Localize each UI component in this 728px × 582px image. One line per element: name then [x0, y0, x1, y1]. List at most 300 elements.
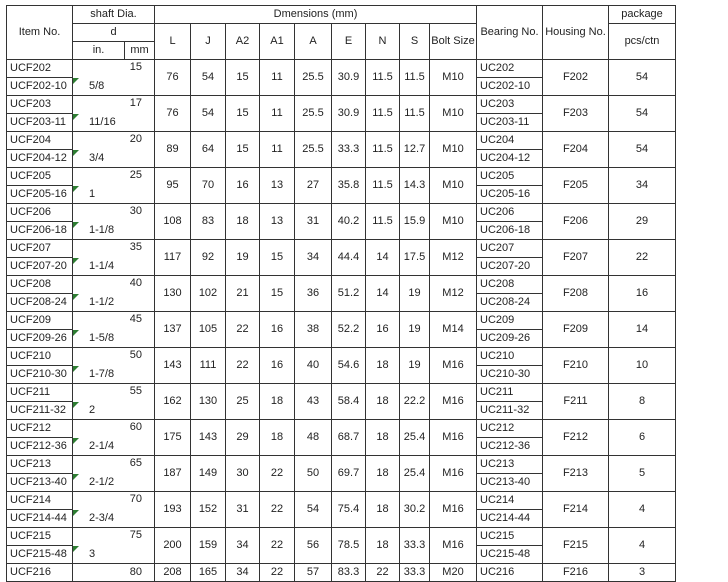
pcs-ctn-cell: 3 [609, 564, 676, 582]
housing-no-cell: F203 [543, 96, 609, 132]
dim-a1-cell: 15 [260, 240, 295, 276]
dim-a-cell: 48 [295, 420, 332, 456]
shaft-inch-cell [73, 150, 125, 168]
dim-bolt-size-cell: M12 [430, 276, 477, 312]
header-housing-no: Housing No. [543, 6, 609, 60]
shaft-mm-value: 60 [129, 421, 142, 433]
bearing-no-cell: UC204-12 [477, 150, 543, 168]
bearing-no-cell: UC206 [477, 204, 543, 222]
dim-bolt-size-cell: M16 [430, 384, 477, 420]
table-row [7, 204, 676, 222]
dim-e-cell: 68.7 [332, 420, 366, 456]
dim-l-cell: 187 [155, 456, 191, 492]
dim-n-cell: 18 [366, 528, 400, 564]
dim-s-cell: 22.2 [400, 384, 430, 420]
shaft-mm-cell [125, 312, 155, 348]
dim-n-cell: 18 [366, 456, 400, 492]
dim-e-cell: 35.8 [332, 168, 366, 204]
dim-bolt-size-cell: M16 [430, 420, 477, 456]
shaft-inch-value: 11/16 [89, 115, 116, 128]
shaft-mm-value: 30 [129, 205, 142, 217]
dim-l-cell: 89 [155, 132, 191, 168]
dim-n-cell: 18 [366, 420, 400, 456]
table-body [7, 60, 676, 582]
dim-j-cell: 54 [191, 60, 226, 96]
cell-marker-icon [73, 402, 79, 408]
dim-a2-cell: 15 [226, 60, 260, 96]
dim-j-cell: 143 [191, 420, 226, 456]
cell-marker-icon [73, 258, 79, 264]
dim-e-cell: 54.6 [332, 348, 366, 384]
table-row [7, 456, 676, 474]
shaft-inch-cell [73, 114, 125, 132]
shaft-inch-cell [73, 330, 125, 348]
shaft-inch-cell [73, 96, 125, 114]
dim-l-cell: 193 [155, 492, 191, 528]
bearing-no-cell: UC208 [477, 276, 543, 294]
shaft-inch-cell [73, 528, 125, 546]
cell-marker-icon [73, 546, 79, 552]
shaft-inch-cell [73, 510, 125, 528]
shaft-mm-cell [125, 276, 155, 312]
shaft-inch-cell [73, 258, 125, 276]
dim-bolt-size-cell: M10 [430, 132, 477, 168]
header-item-no: Item No. [7, 6, 73, 60]
header-col-l: L [155, 24, 191, 60]
item-no-cell: UCF210 [7, 348, 73, 366]
shaft-inch-cell [73, 168, 125, 186]
dim-a-cell: 56 [295, 528, 332, 564]
dim-l-cell: 108 [155, 204, 191, 240]
housing-no-cell: F206 [543, 204, 609, 240]
dim-n-cell: 14 [366, 276, 400, 312]
table-row [7, 528, 676, 546]
shaft-mm-value: 17 [129, 97, 142, 109]
header-shaft-d: d [73, 24, 155, 42]
shaft-inch-cell [73, 384, 125, 402]
shaft-inch-cell [73, 474, 125, 492]
dim-j-cell: 111 [191, 348, 226, 384]
bearing-no-cell: UC202-10 [477, 78, 543, 96]
pcs-ctn-cell: 54 [609, 60, 676, 96]
shaft-inch-cell [73, 546, 125, 564]
bearing-no-cell: UC209-26 [477, 330, 543, 348]
dim-a-cell: 54 [295, 492, 332, 528]
dim-a2-cell: 30 [226, 456, 260, 492]
dim-j-cell: 152 [191, 492, 226, 528]
dim-a-cell: 31 [295, 204, 332, 240]
item-no-cell: UCF209-26 [7, 330, 73, 348]
dim-a1-cell: 16 [260, 348, 295, 384]
dim-s-cell: 19 [400, 348, 430, 384]
dim-j-cell: 102 [191, 276, 226, 312]
header-col-s: S [400, 24, 430, 60]
dim-s-cell: 30.2 [400, 492, 430, 528]
shaft-inch-cell [73, 240, 125, 258]
shaft-mm-cell [125, 492, 155, 528]
shaft-mm-cell: 80 [125, 564, 155, 582]
pcs-ctn-cell: 6 [609, 420, 676, 456]
housing-no-cell: F214 [543, 492, 609, 528]
table-row [7, 276, 676, 294]
dim-bolt-size-cell: M16 [430, 456, 477, 492]
dim-n-cell: 22 [366, 564, 400, 582]
dim-bolt-size-cell: M16 [430, 528, 477, 564]
cell-marker-icon [73, 510, 79, 516]
dim-j-cell: 165 [191, 564, 226, 582]
dim-a2-cell: 18 [226, 204, 260, 240]
header-col-e: E [332, 24, 366, 60]
item-no-cell: UCF212-36 [7, 438, 73, 456]
bearing-no-cell: UC204 [477, 132, 543, 150]
dim-a-cell: 43 [295, 384, 332, 420]
dim-j-cell: 105 [191, 312, 226, 348]
header-mm: mm [125, 42, 155, 60]
shaft-mm-cell [125, 132, 155, 168]
bearing-no-cell: UC206-18 [477, 222, 543, 240]
table-row [7, 60, 676, 78]
dim-a2-cell: 22 [226, 312, 260, 348]
dim-l-cell: 76 [155, 96, 191, 132]
dim-a2-cell: 15 [226, 96, 260, 132]
dim-n-cell: 11.5 [366, 60, 400, 96]
dim-e-cell: 83.3 [332, 564, 366, 582]
header-pcs-ctn: pcs/ctn [609, 24, 676, 60]
cell-marker-icon [73, 150, 79, 156]
bearing-no-cell: UC215 [477, 528, 543, 546]
table-row [7, 348, 676, 366]
shaft-mm-value: 75 [129, 529, 142, 541]
shaft-inch-cell [73, 564, 125, 582]
shaft-inch-cell [73, 348, 125, 366]
dim-e-cell: 40.2 [332, 204, 366, 240]
item-no-cell: UCF214 [7, 492, 73, 510]
dim-n-cell: 16 [366, 312, 400, 348]
dim-j-cell: 130 [191, 384, 226, 420]
table-row [7, 96, 676, 114]
dim-j-cell: 159 [191, 528, 226, 564]
item-no-cell: UCF215-48 [7, 546, 73, 564]
dim-a1-cell: 15 [260, 276, 295, 312]
item-no-cell: UCF203 [7, 96, 73, 114]
item-no-cell: UCF212 [7, 420, 73, 438]
dim-a2-cell: 21 [226, 276, 260, 312]
header-shaft-dia: shaft Dia. [73, 6, 155, 24]
item-no-cell: UCF205-16 [7, 186, 73, 204]
shaft-inch-cell [73, 186, 125, 204]
header-col-a2: A2 [226, 24, 260, 60]
cell-marker-icon [73, 474, 79, 480]
pcs-ctn-cell: 4 [609, 528, 676, 564]
shaft-inch-value: 2-1/4 [89, 439, 115, 452]
pcs-ctn-cell: 5 [609, 456, 676, 492]
dim-s-cell: 33.3 [400, 528, 430, 564]
header-bearing-no: Bearing No. [477, 6, 543, 60]
housing-no-cell: F209 [543, 312, 609, 348]
dim-s-cell: 25.4 [400, 456, 430, 492]
bearing-no-cell: UC209 [477, 312, 543, 330]
pcs-ctn-cell: 4 [609, 492, 676, 528]
pcs-ctn-cell: 14 [609, 312, 676, 348]
bearing-no-cell: UC210 [477, 348, 543, 366]
item-no-cell: UCF211-32 [7, 402, 73, 420]
bearing-no-cell: UC216 [477, 564, 543, 582]
shaft-mm-cell [125, 528, 155, 564]
pcs-ctn-cell: 54 [609, 132, 676, 168]
shaft-mm-cell [125, 348, 155, 384]
item-no-cell: UCF213-40 [7, 474, 73, 492]
item-no-cell: UCF216 [7, 564, 73, 582]
item-no-cell: UCF215 [7, 528, 73, 546]
shaft-mm-cell [125, 60, 155, 96]
item-no-cell: UCF205 [7, 168, 73, 186]
dim-a1-cell: 22 [260, 456, 295, 492]
dim-j-cell: 83 [191, 204, 226, 240]
dim-bolt-size-cell: M10 [430, 168, 477, 204]
bearing-no-cell: UC207 [477, 240, 543, 258]
shaft-mm-cell [125, 168, 155, 204]
bearing-no-cell: UC213 [477, 456, 543, 474]
cell-marker-icon [73, 222, 79, 228]
dim-l-cell: 175 [155, 420, 191, 456]
shaft-mm-cell [125, 420, 155, 456]
dim-s-cell: 15.9 [400, 204, 430, 240]
dim-e-cell: 75.4 [332, 492, 366, 528]
header-in: in. [73, 42, 125, 60]
pcs-ctn-cell: 54 [609, 96, 676, 132]
shaft-inch-cell [73, 402, 125, 420]
dim-l-cell: 76 [155, 60, 191, 96]
table-row [7, 312, 676, 330]
dim-a1-cell: 11 [260, 132, 295, 168]
item-no-cell: UCF206 [7, 204, 73, 222]
dim-bolt-size-cell: M12 [430, 240, 477, 276]
bearing-no-cell: UC208-24 [477, 294, 543, 312]
dim-bolt-size-cell: M20 [430, 564, 477, 582]
bearing-no-cell: UC202 [477, 60, 543, 78]
shaft-inch-value: 1-1/8 [89, 223, 115, 236]
dim-n-cell: 14 [366, 240, 400, 276]
shaft-inch-cell [73, 204, 125, 222]
dim-a-cell: 40 [295, 348, 332, 384]
bearing-no-cell: UC214-44 [477, 510, 543, 528]
dim-n-cell: 18 [366, 384, 400, 420]
table-row [7, 420, 676, 438]
dim-n-cell: 11.5 [366, 204, 400, 240]
table-row [7, 168, 676, 186]
cell-marker-icon [73, 78, 79, 84]
item-no-cell: UCF206-18 [7, 222, 73, 240]
dim-l-cell: 137 [155, 312, 191, 348]
dim-a2-cell: 16 [226, 168, 260, 204]
housing-no-cell: F204 [543, 132, 609, 168]
header-col-a1: A1 [260, 24, 295, 60]
shaft-inch-cell [73, 222, 125, 240]
dim-e-cell: 51.2 [332, 276, 366, 312]
shaft-inch-cell [73, 420, 125, 438]
dim-a2-cell: 34 [226, 564, 260, 582]
housing-no-cell: F213 [543, 456, 609, 492]
item-no-cell: UCF204-12 [7, 150, 73, 168]
shaft-inch-cell [73, 438, 125, 456]
shaft-inch-value: 1-1/4 [89, 259, 115, 272]
dim-bolt-size-cell: M10 [430, 204, 477, 240]
bearing-no-cell: UC205 [477, 168, 543, 186]
dim-s-cell: 11.5 [400, 96, 430, 132]
spec-table-wrapper [6, 5, 676, 582]
shaft-mm-cell [125, 456, 155, 492]
dim-j-cell: 92 [191, 240, 226, 276]
dim-a1-cell: 11 [260, 60, 295, 96]
shaft-inch-value: 3 [89, 547, 96, 560]
housing-no-cell: F216 [543, 564, 609, 582]
item-no-cell: UCF208 [7, 276, 73, 294]
dim-s-cell: 19 [400, 312, 430, 348]
shaft-mm-value: 40 [129, 277, 142, 289]
dim-a2-cell: 22 [226, 348, 260, 384]
table-row [7, 564, 676, 582]
housing-no-cell: F212 [543, 420, 609, 456]
dim-a-cell: 25.5 [295, 132, 332, 168]
table-row [7, 492, 676, 510]
table-row [7, 384, 676, 402]
shaft-inch-value: 2-3/4 [89, 511, 115, 524]
cell-marker-icon [73, 366, 79, 372]
shaft-inch-cell [73, 276, 125, 294]
item-no-cell: UCF207-20 [7, 258, 73, 276]
dim-a-cell: 57 [295, 564, 332, 582]
dim-a1-cell: 22 [260, 564, 295, 582]
housing-no-cell: F202 [543, 60, 609, 96]
bearing-no-cell: UC210-30 [477, 366, 543, 384]
dim-a2-cell: 29 [226, 420, 260, 456]
shaft-inch-value: 1-1/2 [89, 295, 115, 308]
bearing-no-cell: UC203 [477, 96, 543, 114]
spec-table [6, 5, 676, 582]
dim-a-cell: 34 [295, 240, 332, 276]
housing-no-cell: F205 [543, 168, 609, 204]
dim-a2-cell: 34 [226, 528, 260, 564]
item-no-cell: UCF202-10 [7, 78, 73, 96]
pcs-ctn-cell: 29 [609, 204, 676, 240]
shaft-mm-cell [125, 240, 155, 276]
dim-l-cell: 162 [155, 384, 191, 420]
dim-s-cell: 12.7 [400, 132, 430, 168]
dim-bolt-size-cell: M10 [430, 96, 477, 132]
dim-s-cell: 11.5 [400, 60, 430, 96]
shaft-mm-value: 70 [129, 493, 142, 505]
housing-no-cell: F207 [543, 240, 609, 276]
header-col-n: N [366, 24, 400, 60]
item-no-cell: UCF204 [7, 132, 73, 150]
shaft-inch-value: 1 [89, 187, 96, 200]
pcs-ctn-cell: 10 [609, 348, 676, 384]
shaft-inch-cell [73, 78, 125, 96]
dim-a-cell: 25.5 [295, 96, 332, 132]
dim-s-cell: 14.3 [400, 168, 430, 204]
dim-l-cell: 117 [155, 240, 191, 276]
cell-marker-icon [73, 114, 79, 120]
dim-a-cell: 36 [295, 276, 332, 312]
dim-l-cell: 143 [155, 348, 191, 384]
dim-l-cell: 130 [155, 276, 191, 312]
dim-e-cell: 30.9 [332, 60, 366, 96]
dim-a-cell: 50 [295, 456, 332, 492]
shaft-mm-cell [125, 384, 155, 420]
shaft-mm-value: 25 [129, 169, 142, 181]
pcs-ctn-cell: 8 [609, 384, 676, 420]
dim-l-cell: 95 [155, 168, 191, 204]
shaft-mm-value: 15 [129, 61, 142, 73]
dim-n-cell: 11.5 [366, 132, 400, 168]
bearing-no-cell: UC211-32 [477, 402, 543, 420]
shaft-inch-value: 1-5/8 [89, 331, 115, 344]
shaft-inch-value: 1-7/8 [89, 367, 115, 380]
dim-n-cell: 11.5 [366, 96, 400, 132]
shaft-inch-cell [73, 294, 125, 312]
dim-a1-cell: 18 [260, 420, 295, 456]
item-no-cell: UCF202 [7, 60, 73, 78]
housing-no-cell: F208 [543, 276, 609, 312]
dim-e-cell: 69.7 [332, 456, 366, 492]
dim-a1-cell: 22 [260, 492, 295, 528]
shaft-inch-value: 2-1/2 [89, 475, 115, 488]
table-row [7, 132, 676, 150]
header-col-j: J [191, 24, 226, 60]
dim-a1-cell: 11 [260, 96, 295, 132]
shaft-inch-value: 5/8 [89, 79, 105, 92]
shaft-mm-cell [125, 204, 155, 240]
bearing-no-cell: UC215-48 [477, 546, 543, 564]
bearing-no-cell: UC212-36 [477, 438, 543, 456]
bearing-no-cell: UC203-11 [477, 114, 543, 132]
dim-n-cell: 18 [366, 348, 400, 384]
dim-j-cell: 70 [191, 168, 226, 204]
header-dimensions: Dmensions (mm) [155, 6, 477, 24]
dim-bolt-size-cell: M16 [430, 492, 477, 528]
cell-marker-icon [73, 330, 79, 336]
shaft-mm-cell [125, 96, 155, 132]
housing-no-cell: F210 [543, 348, 609, 384]
header-col-bolt-size: Bolt Size [430, 24, 477, 60]
cell-marker-icon [73, 438, 79, 444]
shaft-mm-value: 55 [129, 385, 142, 397]
shaft-inch-cell [73, 456, 125, 474]
shaft-mm-value: 45 [129, 313, 142, 325]
dim-n-cell: 18 [366, 492, 400, 528]
cell-marker-icon [73, 294, 79, 300]
table-row [7, 240, 676, 258]
shaft-inch-cell [73, 60, 125, 78]
dim-a2-cell: 15 [226, 132, 260, 168]
dim-j-cell: 54 [191, 96, 226, 132]
dim-bolt-size-cell: M14 [430, 312, 477, 348]
bearing-no-cell: UC211 [477, 384, 543, 402]
shaft-inch-value: 2 [89, 403, 96, 416]
dim-e-cell: 52.2 [332, 312, 366, 348]
dim-a2-cell: 25 [226, 384, 260, 420]
shaft-inch-cell [73, 312, 125, 330]
dim-e-cell: 44.4 [332, 240, 366, 276]
pcs-ctn-cell: 34 [609, 168, 676, 204]
header-package: package [609, 6, 676, 24]
dim-j-cell: 64 [191, 132, 226, 168]
dim-e-cell: 30.9 [332, 96, 366, 132]
shaft-inch-cell [73, 366, 125, 384]
pcs-ctn-cell: 22 [609, 240, 676, 276]
dim-a1-cell: 18 [260, 384, 295, 420]
item-no-cell: UCF208-24 [7, 294, 73, 312]
